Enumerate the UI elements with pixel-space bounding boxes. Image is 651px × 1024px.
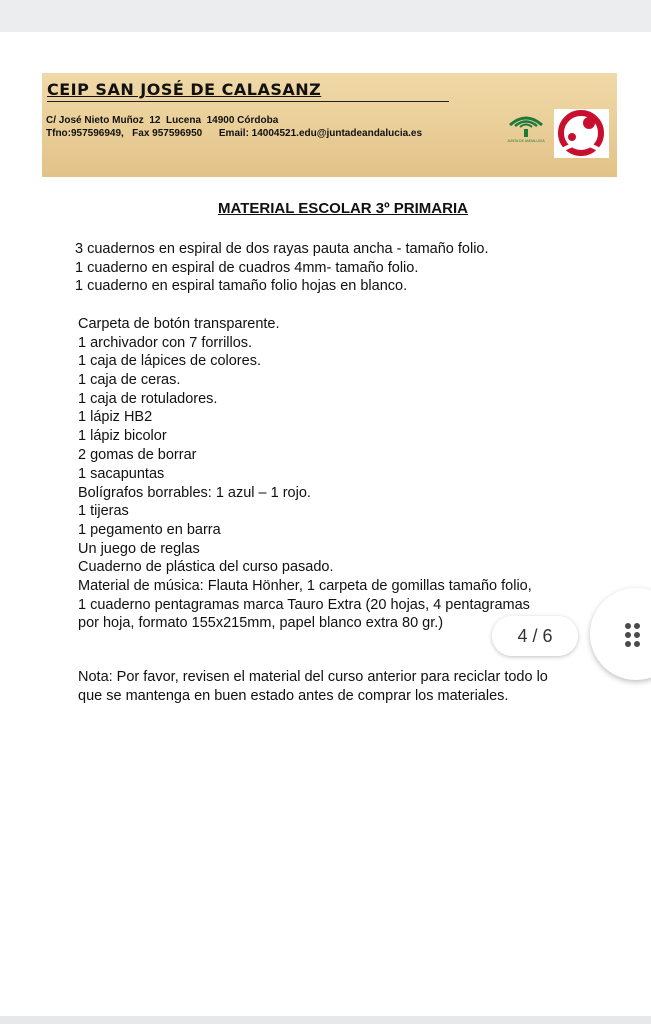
school-address: C/ José Nieto Muñoz 12 Lucena 14900 Córdoba: [46, 115, 279, 126]
list-line-17: Cuaderno de plástica del curso pasado.: [78, 559, 334, 575]
document-page: [0, 32, 651, 1016]
list-line-13: Bolígrafos borrables: 1 azul – 1 rojo.: [78, 485, 311, 501]
list-line-16: Un juego de reglas: [78, 541, 200, 557]
list-line-4: Carpeta de botón transparente.: [78, 316, 280, 332]
list-line-8: 1 caja de rotuladores.: [78, 391, 218, 407]
bottom-bar: [0, 1016, 651, 1024]
list-line-1: 3 cuadernos en espiral de dos rayas pauta ancha - tamaño folio.: [75, 241, 489, 257]
list-line-9: 1 lápiz HB2: [78, 409, 153, 425]
note-line-1: Nota: Por favor, revisen el material del curso anterior para reciclar todo lo: [78, 669, 548, 685]
junta-caption: JUNTA DE ANDALUCIA: [507, 139, 545, 143]
school-logo: [554, 109, 609, 158]
list-line-11: 2 gomas de borrar: [78, 447, 197, 463]
viewer-menu-button[interactable]: [590, 588, 651, 680]
list-line-5: 1 archivador con 7 forrillos.: [78, 335, 253, 351]
list-line-15: 1 pegamento en barra: [78, 522, 221, 538]
page-indicator: 4 / 6: [492, 616, 578, 656]
list-line-20: por hoja, formato 155x215mm, papel blanco extra 80 gr.): [78, 615, 444, 631]
list-line-3: 1 cuaderno en espiral tamaño folio hojas en blanco.: [75, 278, 408, 294]
list-line-2: 1 cuaderno en espiral de cuadros 4mm- tamaño folio.: [75, 260, 419, 276]
list-line-14: 1 tijeras: [78, 503, 129, 519]
school-contact: Tfno:957596949, Fax 957596950 Email: 14004521.edu@juntadeandalucia.es: [46, 128, 423, 139]
list-line-7: 1 caja de ceras.: [78, 372, 181, 388]
list-line-19: 1 cuaderno pentagramas marca Tauro Extra (20 hojas, 4 pentagramas: [78, 597, 530, 613]
list-line-6: 1 caja de lápices de colores.: [78, 353, 261, 369]
header-divider: [47, 101, 449, 102]
list-line-10: 1 lápiz bicolor: [78, 428, 167, 444]
list-line-18: Material de música: Flauta Hönher, 1 carpeta de gomillas tamaño folio,: [78, 578, 532, 594]
school-name: CEIP SAN JOSÉ DE CALASANZ: [47, 80, 322, 99]
letterhead: [42, 73, 617, 177]
document-title: MATERIAL ESCOLAR 3º PRIMARIA: [218, 200, 468, 217]
grip-dots-icon: [590, 588, 651, 680]
list-line-12: 1 sacapuntas: [78, 466, 165, 482]
note-line-2: que se mantenga en buen estado antes de comprar los materiales.: [78, 688, 509, 704]
junta-andalucia-logo: [504, 109, 548, 149]
